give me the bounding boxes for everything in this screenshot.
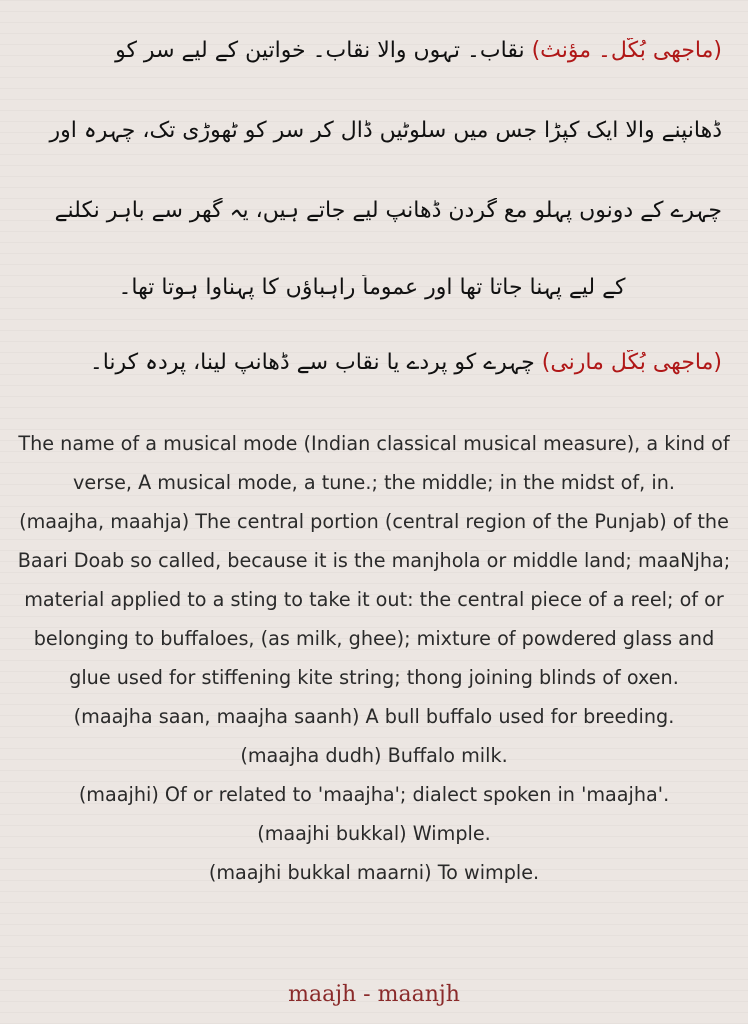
definition-paragraph: (maajhi bukkal maarni) To wimple. xyxy=(208,861,540,884)
definition-paragraph: (maajhi) Of or related to 'maajha'; dialect spoken in 'maajha'. xyxy=(78,783,670,806)
definition-paragraph: (maajhi bukkal) Wimple. xyxy=(257,822,491,845)
urdu-definition-text: نقاب۔ تہوں والا نقاب۔ خواتین کے لیے سر کو xyxy=(115,38,525,63)
urdu-definition-text: چہرے کو پردے یا نقاب سے ڈھانپ لینا، پردہ کرنا۔ xyxy=(89,350,535,375)
urdu-entry2 xyxy=(22,350,722,375)
urdu-entry1-line2: ڈھانپنے والا ایک کپڑا جس میں سلوٹیں ڈال کر سر کو ٹھوڑی تک، چہرہ اور xyxy=(49,118,722,143)
urdu-entry1-line1 xyxy=(22,38,722,63)
entry-footer-title: maajh - maanjh xyxy=(288,982,460,1007)
definition-paragraph: (maajha, maahja) The central portion (central region of the Punjab) of the Baari Doab so called, because it is the manjhola or middle land; maaNjha; material applied to a sting to take it out: the central piece of a reel; of or belonging to buffaloes, (as milk, ghee); mixture of powdered glass and glue used for stiffening kite string; thong joining blinds of oxen. xyxy=(17,510,731,689)
definition-paragraph: (maajha saan, maajha saanh) A bull buffalo used for breeding. xyxy=(73,705,675,728)
definition-paragraph: (maajha dudh) Buffalo milk. xyxy=(240,744,508,767)
urdu-entry1-line3: چہرے کے دونوں پہلو مع گردن ڈھانپ لیے جاتے ہیں، یہ گھر سے باہر نکلنے xyxy=(54,198,722,223)
urdu-headword-majhi-bukkal-marni: (ماجھی بُکّل مارنی) xyxy=(541,350,722,375)
urdu-headword-majhi-bukkal: (ماجھی بُکّل۔ مؤنث) xyxy=(531,38,722,63)
urdu-entry1-line4: کے لیے پہنا جاتا تھا اور عموماً راہباؤں کا پہناوا ہوتا تھا۔ xyxy=(118,275,626,300)
definition-paragraph: The name of a musical mode (Indian classical musical measure), a kind of verse, A musical mode, a tune.; the middle; in the midst of, in. xyxy=(18,432,730,494)
english-definitions xyxy=(10,424,738,892)
